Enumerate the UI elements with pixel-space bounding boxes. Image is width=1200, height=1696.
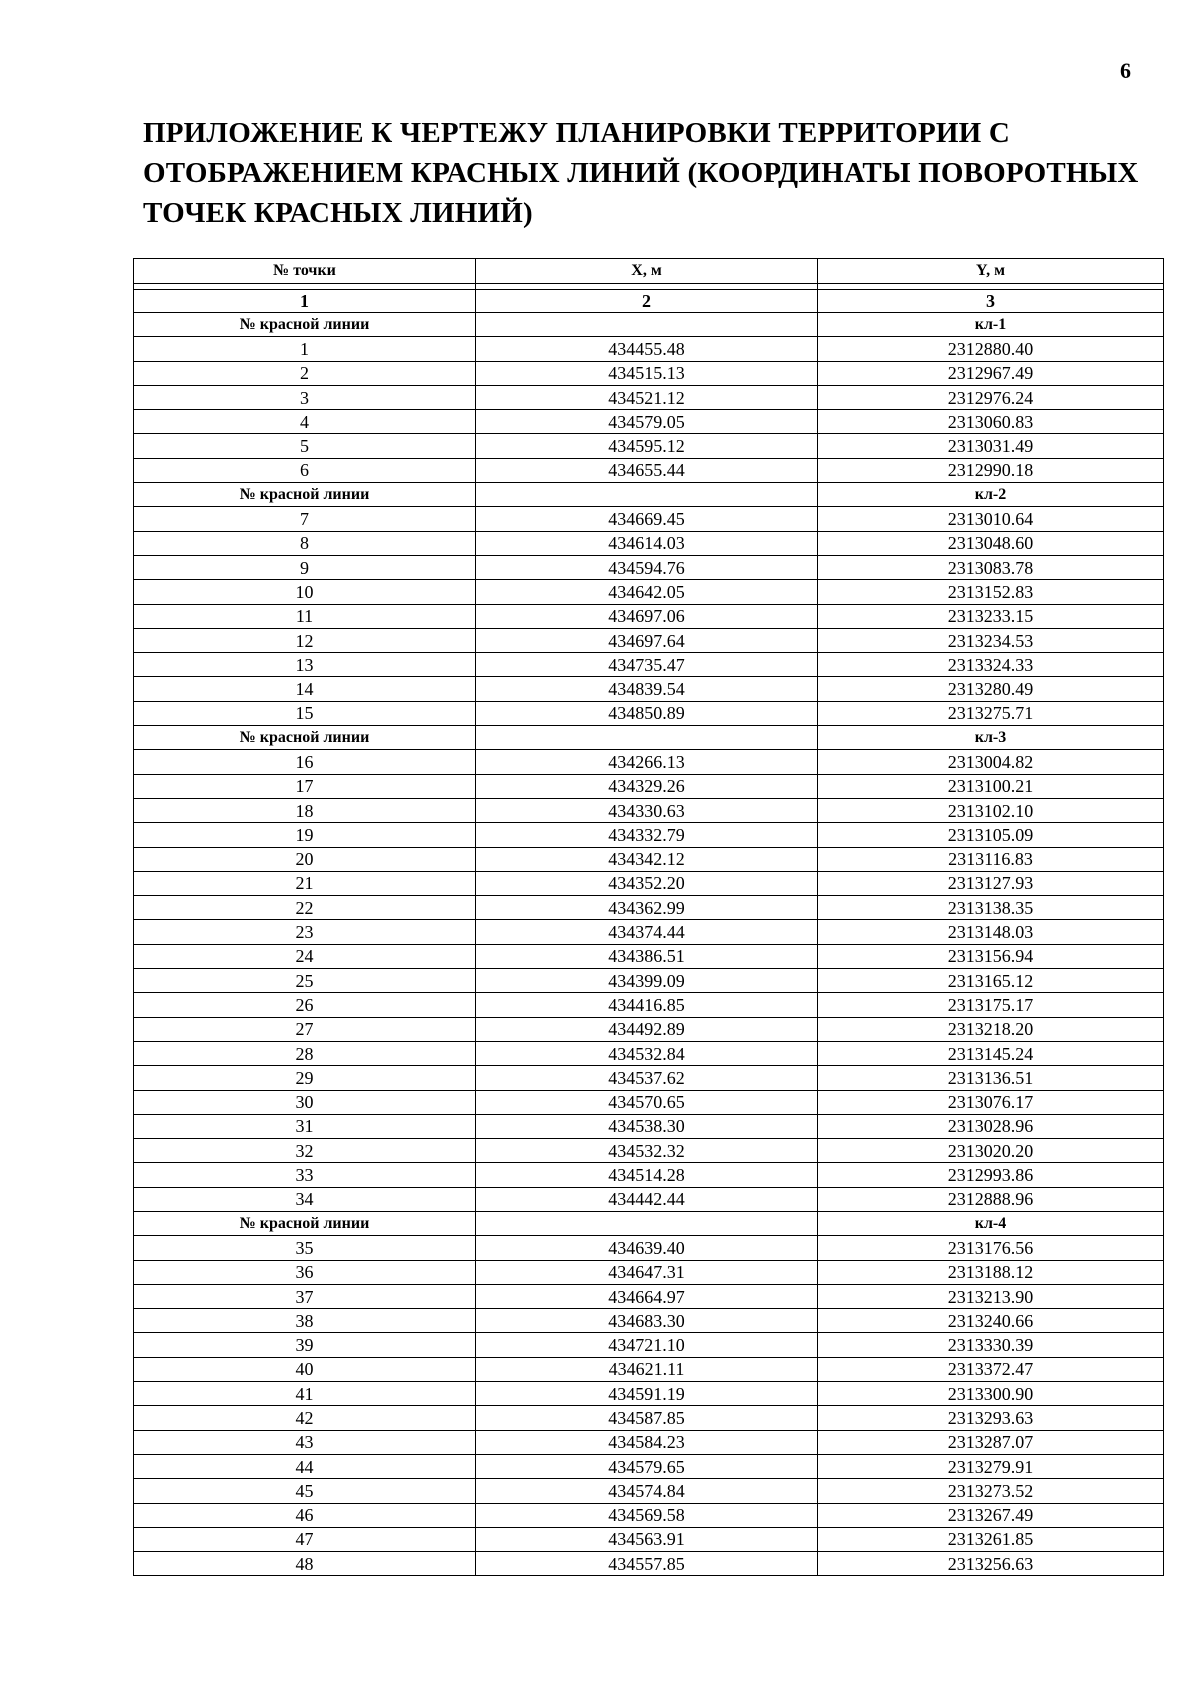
y-coordinate-cell: 2313004.82 (818, 750, 1164, 774)
point-number-cell: 33 (134, 1163, 476, 1187)
table-row (134, 1479, 1164, 1503)
y-coordinate-cell: 2313031.49 (818, 434, 1164, 458)
table-row (134, 701, 1164, 725)
y-coordinate-cell: 2313240.66 (818, 1309, 1164, 1333)
point-number-cell: 5 (134, 434, 476, 458)
y-coordinate-cell: 2313105.09 (818, 823, 1164, 847)
y-coordinate-cell: 2313275.71 (818, 701, 1164, 725)
table-row (134, 434, 1164, 458)
table-row (134, 507, 1164, 531)
x-coordinate-cell: 434697.64 (476, 628, 818, 652)
table-row (134, 1017, 1164, 1041)
point-number-cell: 48 (134, 1552, 476, 1576)
x-coordinate-cell: 434532.84 (476, 1041, 818, 1065)
x-coordinate-cell: 434569.58 (476, 1503, 818, 1527)
y-coordinate-cell: 2313148.03 (818, 920, 1164, 944)
point-number-cell: 19 (134, 823, 476, 847)
y-coordinate-cell: 2313127.93 (818, 871, 1164, 895)
y-coordinate-cell: 2313010.64 (818, 507, 1164, 531)
point-number-cell: 25 (134, 969, 476, 993)
y-coordinate-cell: 2312888.96 (818, 1187, 1164, 1211)
y-coordinate-cell: 2313287.07 (818, 1430, 1164, 1454)
table-row (134, 1187, 1164, 1211)
x-coordinate-cell: 434455.48 (476, 337, 818, 361)
table-row (134, 896, 1164, 920)
y-coordinate-cell: 2313234.53 (818, 628, 1164, 652)
point-number-cell: 37 (134, 1284, 476, 1308)
red-line-section-row (134, 726, 1164, 750)
table-row (134, 337, 1164, 361)
y-coordinate-cell: 2313372.47 (818, 1357, 1164, 1381)
column-number-row (134, 290, 1164, 313)
header-x: X, м (476, 259, 818, 284)
table-row (134, 993, 1164, 1017)
section-name: кл-2 (818, 483, 1164, 507)
table-row (134, 1333, 1164, 1357)
table-header-row (134, 259, 1164, 284)
y-coordinate-cell: 2313293.63 (818, 1406, 1164, 1430)
point-number-cell: 16 (134, 750, 476, 774)
section-name: кл-4 (818, 1211, 1164, 1235)
y-coordinate-cell: 2313060.83 (818, 410, 1164, 434)
table-row (134, 1260, 1164, 1284)
table-row (134, 1114, 1164, 1138)
y-coordinate-cell: 2313165.12 (818, 969, 1164, 993)
x-coordinate-cell: 434266.13 (476, 750, 818, 774)
table-row (134, 1090, 1164, 1114)
table-row (134, 1503, 1164, 1527)
y-coordinate-cell: 2312880.40 (818, 337, 1164, 361)
x-coordinate-cell: 434639.40 (476, 1236, 818, 1260)
x-coordinate-cell: 434579.65 (476, 1454, 818, 1478)
x-coordinate-cell: 434683.30 (476, 1309, 818, 1333)
y-coordinate-cell: 2312990.18 (818, 458, 1164, 482)
title-line: ТОЧЕК КРАСНЫХ ЛИНИЙ) (143, 197, 533, 229)
x-coordinate-cell: 434642.05 (476, 580, 818, 604)
x-coordinate-cell: 434579.05 (476, 410, 818, 434)
x-coordinate-cell: 434329.26 (476, 774, 818, 798)
point-number-cell: 22 (134, 896, 476, 920)
section-label: № красной линии (134, 1211, 476, 1235)
section-label: № красной линии (134, 313, 476, 337)
x-coordinate-cell: 434532.32 (476, 1139, 818, 1163)
point-number-cell: 13 (134, 653, 476, 677)
section-empty-cell (476, 483, 818, 507)
point-number-cell: 7 (134, 507, 476, 531)
table-row (134, 920, 1164, 944)
point-number-cell: 28 (134, 1041, 476, 1065)
table-row (134, 1382, 1164, 1406)
title-line: ОТОБРАЖЕНИЕМ КРАСНЫХ ЛИНИЙ (КООРДИНАТЫ ПОВОРОТНЫХ (143, 157, 1139, 189)
header-y: Y, м (818, 259, 1164, 284)
point-number-cell: 39 (134, 1333, 476, 1357)
point-number-cell: 14 (134, 677, 476, 701)
y-coordinate-cell: 2312967.49 (818, 361, 1164, 385)
column-number: 2 (476, 290, 818, 313)
table-row (134, 1041, 1164, 1065)
table-row (134, 410, 1164, 434)
y-coordinate-cell: 2313100.21 (818, 774, 1164, 798)
header-point-number: № точки (134, 259, 476, 284)
x-coordinate-cell: 434557.85 (476, 1552, 818, 1576)
x-coordinate-cell: 434537.62 (476, 1066, 818, 1090)
table-row (134, 1236, 1164, 1260)
table-row (134, 1357, 1164, 1381)
table-row (134, 1406, 1164, 1430)
x-coordinate-cell: 434362.99 (476, 896, 818, 920)
table-row (134, 1066, 1164, 1090)
x-coordinate-cell: 434521.12 (476, 385, 818, 409)
red-line-section-row (134, 313, 1164, 337)
table-row (134, 1163, 1164, 1187)
x-coordinate-cell: 434514.28 (476, 1163, 818, 1187)
y-coordinate-cell: 2313176.56 (818, 1236, 1164, 1260)
x-coordinate-cell: 434416.85 (476, 993, 818, 1017)
y-coordinate-cell: 2313083.78 (818, 555, 1164, 579)
x-coordinate-cell: 434614.03 (476, 531, 818, 555)
point-number-cell: 3 (134, 385, 476, 409)
point-number-cell: 17 (134, 774, 476, 798)
y-coordinate-cell: 2313218.20 (818, 1017, 1164, 1041)
point-number-cell: 20 (134, 847, 476, 871)
x-coordinate-cell: 434621.11 (476, 1357, 818, 1381)
x-coordinate-cell: 434332.79 (476, 823, 818, 847)
section-empty-cell (476, 1211, 818, 1235)
point-number-cell: 4 (134, 410, 476, 434)
point-number-cell: 40 (134, 1357, 476, 1381)
y-coordinate-cell: 2313280.49 (818, 677, 1164, 701)
table-row (134, 969, 1164, 993)
column-number: 3 (818, 290, 1164, 313)
point-number-cell: 34 (134, 1187, 476, 1211)
y-coordinate-cell: 2313300.90 (818, 1382, 1164, 1406)
table-row (134, 1454, 1164, 1478)
point-number-cell: 24 (134, 944, 476, 968)
y-coordinate-cell: 2313028.96 (818, 1114, 1164, 1138)
point-number-cell: 1 (134, 337, 476, 361)
point-number-cell: 31 (134, 1114, 476, 1138)
point-number-cell: 41 (134, 1382, 476, 1406)
section-label: № красной линии (134, 483, 476, 507)
table-row (134, 871, 1164, 895)
table-row (134, 1430, 1164, 1454)
y-coordinate-cell: 2313256.63 (818, 1552, 1164, 1576)
y-coordinate-cell: 2313273.52 (818, 1479, 1164, 1503)
table-row (134, 798, 1164, 822)
x-coordinate-cell: 434584.23 (476, 1430, 818, 1454)
x-coordinate-cell: 434570.65 (476, 1090, 818, 1114)
y-coordinate-cell: 2313076.17 (818, 1090, 1164, 1114)
point-number-cell: 30 (134, 1090, 476, 1114)
y-coordinate-cell: 2313138.35 (818, 896, 1164, 920)
table-row (134, 1284, 1164, 1308)
y-coordinate-cell: 2313279.91 (818, 1454, 1164, 1478)
point-number-cell: 44 (134, 1454, 476, 1478)
y-coordinate-cell: 2313233.15 (818, 604, 1164, 628)
x-coordinate-cell: 434591.19 (476, 1382, 818, 1406)
table-row (134, 774, 1164, 798)
section-label: № красной линии (134, 726, 476, 750)
y-coordinate-cell: 2313020.20 (818, 1139, 1164, 1163)
y-coordinate-cell: 2313145.24 (818, 1041, 1164, 1065)
y-coordinate-cell: 2312976.24 (818, 385, 1164, 409)
point-number-cell: 9 (134, 555, 476, 579)
table-row (134, 823, 1164, 847)
table-row (134, 531, 1164, 555)
x-coordinate-cell: 434664.97 (476, 1284, 818, 1308)
table-row (134, 361, 1164, 385)
table-row (134, 1139, 1164, 1163)
y-coordinate-cell: 2313156.94 (818, 944, 1164, 968)
y-coordinate-cell: 2313152.83 (818, 580, 1164, 604)
x-coordinate-cell: 434492.89 (476, 1017, 818, 1041)
x-coordinate-cell: 434330.63 (476, 798, 818, 822)
y-coordinate-cell: 2313261.85 (818, 1527, 1164, 1551)
y-coordinate-cell: 2313330.39 (818, 1333, 1164, 1357)
y-coordinate-cell: 2313213.90 (818, 1284, 1164, 1308)
y-coordinate-cell: 2313175.17 (818, 993, 1164, 1017)
table-row (134, 1309, 1164, 1333)
table-row (134, 580, 1164, 604)
y-coordinate-cell: 2313267.49 (818, 1503, 1164, 1527)
point-number-cell: 23 (134, 920, 476, 944)
point-number-cell: 8 (134, 531, 476, 555)
x-coordinate-cell: 434594.76 (476, 555, 818, 579)
point-number-cell: 35 (134, 1236, 476, 1260)
point-number-cell: 38 (134, 1309, 476, 1333)
table-row (134, 458, 1164, 482)
point-number-cell: 32 (134, 1139, 476, 1163)
y-coordinate-cell: 2313048.60 (818, 531, 1164, 555)
table-row (134, 847, 1164, 871)
y-coordinate-cell: 2312993.86 (818, 1163, 1164, 1187)
point-number-cell: 42 (134, 1406, 476, 1430)
y-coordinate-cell: 2313188.12 (818, 1260, 1164, 1284)
table-row (134, 1552, 1164, 1576)
column-number: 1 (134, 290, 476, 313)
point-number-cell: 43 (134, 1430, 476, 1454)
title-line: ПРИЛОЖЕНИЕ К ЧЕРТЕЖУ ПЛАНИРОВКИ ТЕРРИТОРИИ С (143, 117, 1010, 149)
y-coordinate-cell: 2313136.51 (818, 1066, 1164, 1090)
x-coordinate-cell: 434515.13 (476, 361, 818, 385)
x-coordinate-cell: 434721.10 (476, 1333, 818, 1357)
x-coordinate-cell: 434587.85 (476, 1406, 818, 1430)
point-number-cell: 11 (134, 604, 476, 628)
point-number-cell: 18 (134, 798, 476, 822)
point-number-cell: 12 (134, 628, 476, 652)
table-row (134, 944, 1164, 968)
x-coordinate-cell: 434595.12 (476, 434, 818, 458)
document-title (143, 113, 1143, 233)
x-coordinate-cell: 434352.20 (476, 871, 818, 895)
x-coordinate-cell: 434399.09 (476, 969, 818, 993)
x-coordinate-cell: 434342.12 (476, 847, 818, 871)
point-number-cell: 2 (134, 361, 476, 385)
page-number: 6 (1120, 58, 1131, 83)
table-row (134, 604, 1164, 628)
x-coordinate-cell: 434574.84 (476, 1479, 818, 1503)
point-number-cell: 36 (134, 1260, 476, 1284)
point-number-cell: 10 (134, 580, 476, 604)
x-coordinate-cell: 434538.30 (476, 1114, 818, 1138)
x-coordinate-cell: 434850.89 (476, 701, 818, 725)
table-row (134, 677, 1164, 701)
y-coordinate-cell: 2313116.83 (818, 847, 1164, 871)
point-number-cell: 46 (134, 1503, 476, 1527)
point-number-cell: 26 (134, 993, 476, 1017)
table-row (134, 628, 1164, 652)
x-coordinate-cell: 434669.45 (476, 507, 818, 531)
y-coordinate-cell: 2313102.10 (818, 798, 1164, 822)
point-number-cell: 47 (134, 1527, 476, 1551)
table-row (134, 1527, 1164, 1551)
table-row (134, 555, 1164, 579)
point-number-cell: 21 (134, 871, 476, 895)
x-coordinate-cell: 434647.31 (476, 1260, 818, 1284)
table-row (134, 750, 1164, 774)
coordinates-table-body (134, 259, 1164, 1576)
x-coordinate-cell: 434386.51 (476, 944, 818, 968)
point-number-cell: 29 (134, 1066, 476, 1090)
x-coordinate-cell: 434655.44 (476, 458, 818, 482)
point-number-cell: 15 (134, 701, 476, 725)
section-name: кл-3 (818, 726, 1164, 750)
table-row (134, 385, 1164, 409)
x-coordinate-cell: 434563.91 (476, 1527, 818, 1551)
red-line-section-row (134, 483, 1164, 507)
point-number-cell: 27 (134, 1017, 476, 1041)
table-row (134, 653, 1164, 677)
point-number-cell: 45 (134, 1479, 476, 1503)
y-coordinate-cell: 2313324.33 (818, 653, 1164, 677)
x-coordinate-cell: 434442.44 (476, 1187, 818, 1211)
coordinates-table (133, 258, 1164, 1576)
x-coordinate-cell: 434839.54 (476, 677, 818, 701)
red-line-section-row (134, 1211, 1164, 1235)
section-name: кл-1 (818, 313, 1164, 337)
x-coordinate-cell: 434374.44 (476, 920, 818, 944)
section-empty-cell (476, 313, 818, 337)
x-coordinate-cell: 434735.47 (476, 653, 818, 677)
point-number-cell: 6 (134, 458, 476, 482)
x-coordinate-cell: 434697.06 (476, 604, 818, 628)
section-empty-cell (476, 726, 818, 750)
